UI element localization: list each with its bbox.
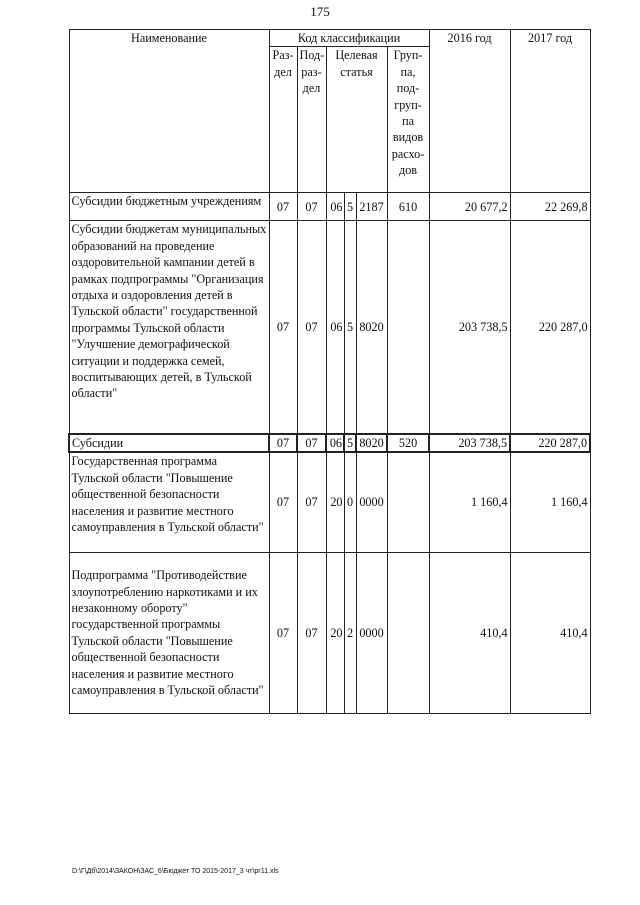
header-row-top [69, 30, 590, 47]
row-target-1: 06 [326, 221, 344, 434]
row-section: 07 [269, 452, 297, 552]
row-target-3: 0000 [356, 452, 387, 552]
row-2016: 410,4 [429, 552, 510, 713]
row-subsection: 07 [297, 193, 326, 221]
header-2016: 2016 год [429, 30, 510, 193]
row-2017: 22 269,8 [510, 193, 590, 221]
row-group: 610 [387, 193, 429, 221]
row-target-1: 20 [326, 552, 344, 713]
row-subsection: 07 [297, 434, 326, 452]
row-target-2: 0 [344, 452, 356, 552]
header-2017: 2017 год [510, 30, 590, 193]
row-group: 520 [387, 434, 429, 452]
row-section: 07 [269, 552, 297, 713]
row-target-2: 5 [344, 434, 356, 452]
row-target-2: 5 [344, 193, 356, 221]
row-section: 07 [269, 221, 297, 434]
table-row [69, 221, 590, 434]
budget-table [68, 29, 591, 714]
file-path-footer: D:\Г\Дб\2014\ЗАКОН\ЗАС_6\Бюджет ТО 2015-2017_3 чт\рг11.xls [72, 868, 279, 875]
header-section: Раз- дел [269, 47, 297, 193]
row-target-3: 8020 [356, 434, 387, 452]
table-row [69, 193, 590, 221]
row-group [387, 221, 429, 434]
row-name: Подпрограмма "Противодействие злоупотреблению наркотиками и их незаконному обороту" государственной программы Тульской области "Повышение общественной безопасности населения и развитие местного самоуправления в Тульской области" [69, 552, 269, 713]
row-subsection: 07 [297, 452, 326, 552]
row-target-2: 5 [344, 221, 356, 434]
row-target-1: 06 [326, 193, 344, 221]
row-section: 07 [269, 434, 297, 452]
row-subsection: 07 [297, 221, 326, 434]
header-group: Груп- па, под- груп- па видов расхо- дов [387, 47, 429, 193]
header-subsection: Под- раз- дел [297, 47, 326, 193]
row-target-3: 0000 [356, 552, 387, 713]
row-2016: 20 677,2 [429, 193, 510, 221]
row-target-2: 2 [344, 552, 356, 713]
header-name: Наименование [69, 30, 269, 193]
table-row [69, 552, 590, 713]
row-name: Государственная программа Тульской области "Повышение общественной безопасности населения и развитие местного самоуправления в Тульской области" [69, 452, 269, 552]
row-group [387, 452, 429, 552]
row-2017: 220 287,0 [510, 221, 590, 434]
row-target-3: 8020 [356, 221, 387, 434]
row-2016: 1 160,4 [429, 452, 510, 552]
row-2017: 1 160,4 [510, 452, 590, 552]
page-number: 175 [310, 4, 330, 19]
table-row [69, 452, 590, 552]
row-subsection: 07 [297, 552, 326, 713]
row-name: Субсидии бюджетным учреждениям [69, 193, 269, 221]
row-name: Субсидии бюджетам муниципальных образований на проведение оздоровительной кампании детей в рамках подпрограммы "Организация отдыха и оздоровления детей в Тульской области" государственной программы Тульской области "Улучшение демографической ситуации и поддержка семей, воспитывающих детей, в Тульской области" [69, 221, 269, 434]
row-2016: 203 738,5 [429, 434, 510, 452]
table-row [69, 434, 590, 452]
header-classification: Код классификации [269, 30, 429, 47]
row-group [387, 552, 429, 713]
row-target-1: 06 [326, 434, 344, 452]
row-target-3: 2187 [356, 193, 387, 221]
row-2017: 410,4 [510, 552, 590, 713]
row-target-1: 20 [326, 452, 344, 552]
row-name: Субсидии [69, 434, 269, 452]
header-target: Целевая статья [326, 47, 387, 193]
row-2016: 203 738,5 [429, 221, 510, 434]
row-section: 07 [269, 193, 297, 221]
row-2017: 220 287,0 [510, 434, 590, 452]
